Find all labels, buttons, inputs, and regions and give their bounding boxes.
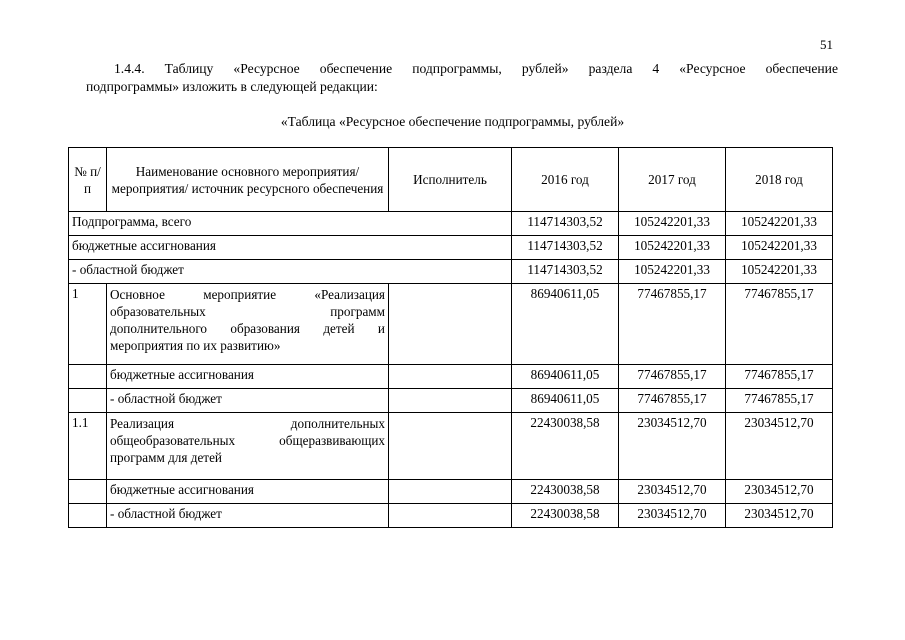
- value-2017: 105242201,33: [619, 212, 726, 236]
- row-executor: [389, 365, 512, 389]
- table-row: [69, 413, 833, 480]
- value-2017: 23034512,70: [619, 480, 726, 504]
- table-title: «Таблица «Ресурсное обеспечение подпрограммы, рублей»: [280, 114, 625, 129]
- value-2016: 22430038,58: [512, 413, 619, 480]
- header-2016: 2016 год: [512, 148, 619, 212]
- row-num: [69, 365, 107, 389]
- row-name-line: дополнительного образования детей и: [110, 321, 385, 336]
- value-2016: 114714303,52: [512, 212, 619, 236]
- table-row: [69, 260, 833, 284]
- row-name: - областной бюджет: [107, 389, 389, 413]
- value-2017: 23034512,70: [619, 413, 726, 480]
- value-2017: 105242201,33: [619, 260, 726, 284]
- header-executor: Исполнитель: [389, 148, 512, 212]
- row-num: 1.1: [69, 413, 107, 480]
- row-name-line: программ для детей: [110, 450, 222, 465]
- table-row: [69, 480, 833, 504]
- value-2018: 77467855,17: [726, 284, 833, 365]
- table-row: [69, 389, 833, 413]
- table-row: [69, 236, 833, 260]
- table-row: [69, 284, 833, 365]
- value-2016: 86940611,05: [512, 284, 619, 365]
- value-2018: 105242201,33: [726, 236, 833, 260]
- value-2018: 77467855,17: [726, 389, 833, 413]
- value-2018: 105242201,33: [726, 260, 833, 284]
- row-name-line: Реализация дополнительных: [110, 416, 385, 431]
- value-2017: 105242201,33: [619, 236, 726, 260]
- row-executor: [389, 413, 512, 480]
- resource-table: [68, 147, 833, 528]
- value-2016: 22430038,58: [512, 480, 619, 504]
- value-2017: 77467855,17: [619, 389, 726, 413]
- value-2018: 23034512,70: [726, 480, 833, 504]
- intro-line-1: 1.4.4. Таблицу «Ресурсное обеспечение подпрограммы, рублей» раздела 4 «Ресурсное обеспечение: [114, 61, 838, 76]
- row-num: 1: [69, 284, 107, 365]
- row-executor: [389, 284, 512, 365]
- row-name: бюджетные ассигнования: [69, 236, 512, 260]
- intro-line-2: подпрограммы» изложить в следующей редакции:: [86, 79, 378, 94]
- row-num: [69, 480, 107, 504]
- table-row: [69, 365, 833, 389]
- value-2016: 86940611,05: [512, 365, 619, 389]
- row-executor: [389, 480, 512, 504]
- value-2018: 77467855,17: [726, 365, 833, 389]
- value-2016: 114714303,52: [512, 236, 619, 260]
- row-executor: [389, 504, 512, 528]
- header-2017: 2017 год: [619, 148, 726, 212]
- row-name: бюджетные ассигнования: [107, 365, 389, 389]
- row-name: - областной бюджет: [107, 504, 389, 528]
- row-name: - областной бюджет: [69, 260, 512, 284]
- value-2016: 22430038,58: [512, 504, 619, 528]
- row-name-line: образовательных программ: [110, 304, 385, 319]
- row-name: Подпрограмма, всего: [69, 212, 512, 236]
- page-number: 51: [820, 37, 833, 52]
- table-header-row: [69, 148, 833, 212]
- value-2016: 114714303,52: [512, 260, 619, 284]
- header-2018: 2018 год: [726, 148, 833, 212]
- value-2016: 86940611,05: [512, 389, 619, 413]
- intro-paragraph: [86, 60, 838, 96]
- row-name: бюджетные ассигнования: [107, 480, 389, 504]
- value-2018: 23034512,70: [726, 413, 833, 480]
- row-num: [69, 504, 107, 528]
- row-name: [107, 413, 389, 480]
- value-2017: 77467855,17: [619, 284, 726, 365]
- header-name: Наименование основного мероприятия/мероприятия/ источник ресурсного обеспечения: [107, 148, 389, 212]
- row-num: [69, 389, 107, 413]
- value-2018: 23034512,70: [726, 504, 833, 528]
- row-executor: [389, 389, 512, 413]
- value-2018: 105242201,33: [726, 212, 833, 236]
- row-name-line: общеобразовательных общеразвивающих: [110, 433, 385, 448]
- table-row: [69, 504, 833, 528]
- header-num: № п/п: [69, 148, 107, 212]
- value-2017: 77467855,17: [619, 365, 726, 389]
- value-2017: 23034512,70: [619, 504, 726, 528]
- row-name: [107, 284, 389, 365]
- table-row: [69, 212, 833, 236]
- row-name-line: мероприятия по их развитию»: [110, 338, 281, 353]
- row-name-line: Основное мероприятие «Реализация: [110, 287, 385, 302]
